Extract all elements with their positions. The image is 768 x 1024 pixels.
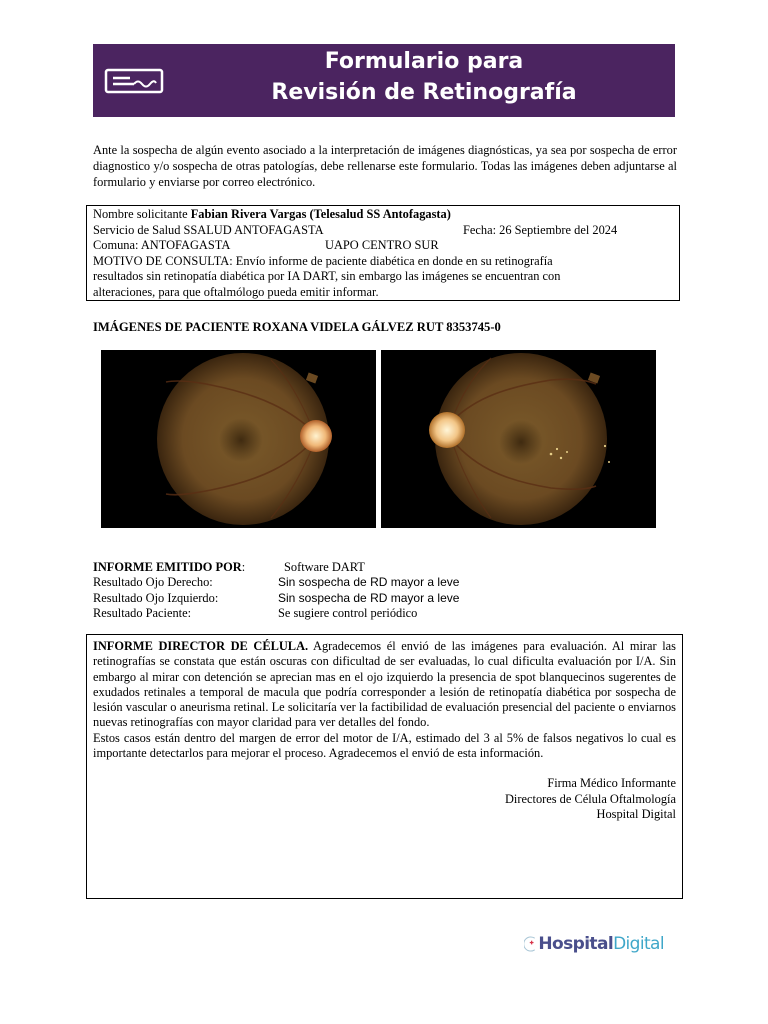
- logo-word-2: Digital: [613, 934, 664, 954]
- form-title: [183, 46, 665, 108]
- motivo-line-1: Envío informe de paciente diabética en donde en su retinografía: [232, 253, 553, 268]
- result-row: [93, 605, 418, 621]
- result-value: Sin sospecha de RD mayor a leve: [278, 590, 460, 605]
- request-box: [86, 205, 680, 301]
- requester-label: Nombre solicitante: [93, 207, 191, 221]
- signature-line-2: Directores de Célula Oftalmología: [504, 791, 676, 806]
- motivo-row-2: resultados sin retinopatía diabética por IA DART, sin embargo las imágenes se encuentran con: [93, 269, 561, 284]
- requester-name: Fabian Rivera Vargas (Telesalud SS Antofagasta): [190, 207, 451, 221]
- logo-wordmark: [538, 934, 664, 954]
- form-header: [93, 44, 675, 117]
- title-line-2: Revisión de Retinografía: [271, 80, 577, 105]
- director-paragraph-2: Estos casos están dentro del margen de error del motor de I/A, estimado del 3 al 5% de falsos negativos lo cual es importante detectarlos para mejorar el proceso. Agradecemos el envió de esta información.: [93, 730, 676, 761]
- signature-block: [93, 776, 676, 822]
- emitido-colon: :: [241, 560, 246, 574]
- images-heading: IMÁGENES DE PACIENTE ROXANA VIDELA GÁLVEZ RUT 8353745-0: [93, 320, 501, 334]
- result-row: [93, 590, 460, 606]
- result-value: Se sugiere control periódico: [278, 605, 418, 620]
- emitido-row: [93, 560, 365, 575]
- motivo-row-3: alteraciones, para que oftalmólogo pueda emitir informar.: [93, 284, 379, 299]
- result-label: Resultado Ojo Izquierdo:: [93, 590, 219, 605]
- signature-line-3: Hospital Digital: [596, 806, 676, 821]
- result-label: Resultado Ojo Derecho:: [93, 575, 213, 590]
- director-text-1: Agradecemos él envió de las imágenes para evaluación. Al mirar las retinografías se constata que están oscuras con dificultad de ser evaluadas, lo cual dificulta evaluación por I/A. Sin embargo al mirar con detención se aprecian mas en el ojo izquierdo la presencia de spot blanquecinos sugerentes de exudados retinales a temporal de macula que podría corresponder a lesión de retinopatía diabética por sospecha de lesión vascular o aneurisma retinal. Le solicitaría ver la factibilidad de evaluación presencial del paciente o enviarnos nuevas retinografías con mayor claridad para ver detalles del fondo.: [93, 639, 676, 730]
- title-line-1: Formulario para: [324, 49, 524, 74]
- director-report-box: [86, 634, 683, 899]
- result-value: Sin sospecha de RD mayor a leve: [278, 575, 460, 590]
- id-card-icon: [104, 68, 164, 94]
- uapo-text: UAPO CENTRO SUR: [325, 238, 439, 253]
- director-paragraph-1: [93, 639, 676, 731]
- result-row: [93, 575, 460, 590]
- dart-report: [93, 560, 460, 621]
- comuna-text: Comuna: ANTOFAGASTA: [93, 238, 231, 253]
- logo-mark-icon: [524, 924, 536, 964]
- fundus-image-left-eye: [381, 350, 656, 528]
- motivo-label: MOTIVO DE CONSULTA:: [93, 253, 233, 268]
- requester-row: [93, 207, 673, 223]
- emitido-label: INFORME EMITIDO POR: [93, 560, 242, 574]
- logo-word-1: Hospital: [538, 934, 614, 954]
- motivo-row: [93, 254, 673, 270]
- service-row: [93, 223, 673, 239]
- hospital-digital-logo: [524, 922, 664, 966]
- director-label: INFORME DIRECTOR DE CÉLULA.: [93, 639, 309, 653]
- signature-line-1: Firma Médico Informante: [547, 776, 676, 791]
- result-label: Resultado Paciente:: [93, 605, 192, 620]
- comuna-row: [93, 238, 673, 254]
- service-text: Servicio de Salud SSALUD ANTOFAGASTA: [93, 222, 324, 237]
- emitido-value: Software DART: [284, 560, 365, 574]
- request-date: Fecha: 26 Septiembre del 2024: [463, 222, 618, 237]
- intro-paragraph: Ante la sospecha de algún evento asociado a la interpretación de imágenes diagnósticas, ya sea por sospecha de error diagnostico y/o sospecha de otras patologías, debe rellenarse este formulario. Todas las imágenes deben adjuntarse al formulario y enviarse por correo electrónico.: [93, 143, 677, 189]
- fundus-image-right-eye: [101, 350, 376, 528]
